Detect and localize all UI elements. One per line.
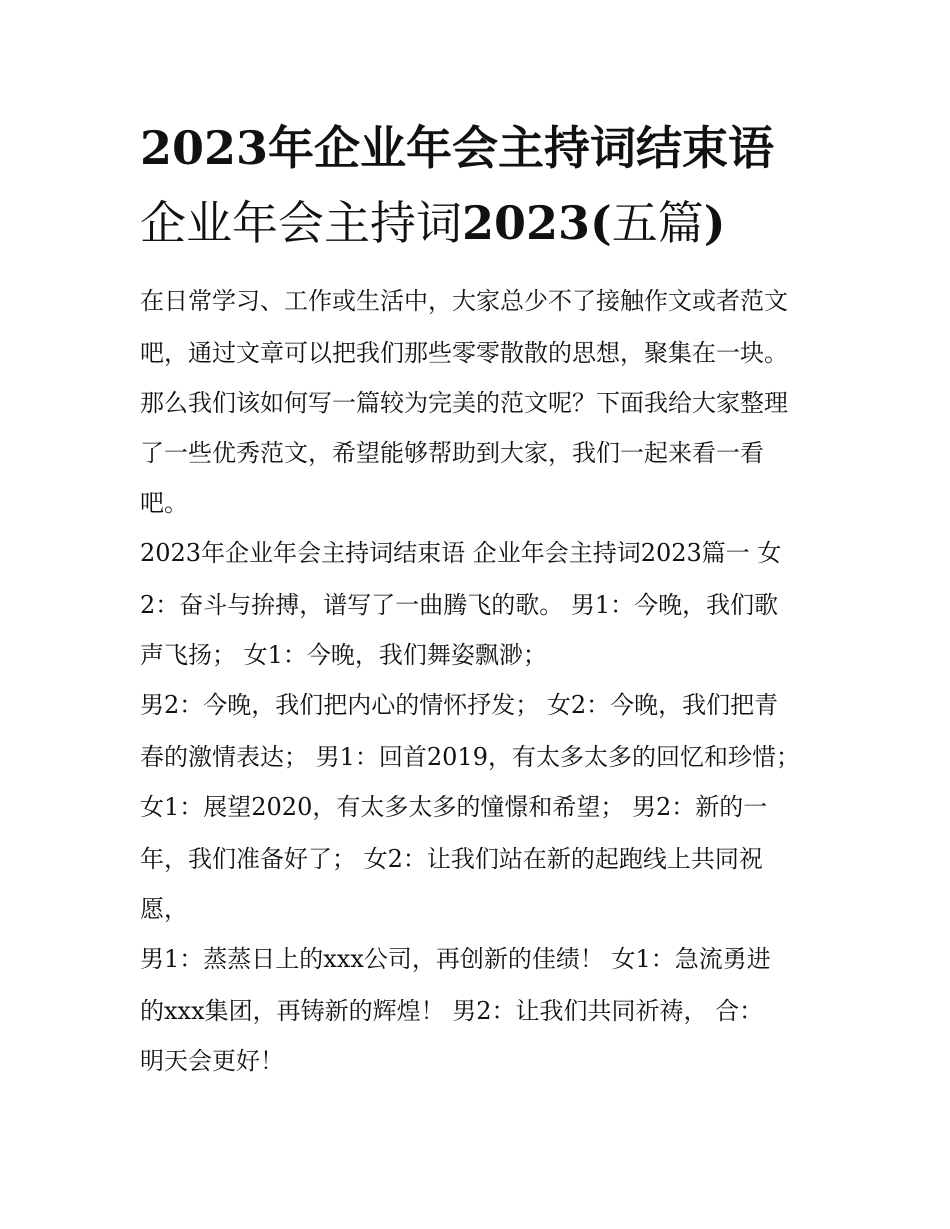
body-line: 那么我们该如何写一篇较为完美的范文呢？下面我给大家整理 xyxy=(140,389,788,417)
document-title-line-1: 2023年企业年会主持词结束语 xyxy=(140,121,775,175)
body-line: 声飞扬； 女1：今晚，我们舞姿飘渺； xyxy=(140,641,547,669)
body-line: 愿， xyxy=(140,895,188,923)
body-line: 明天会更好！ xyxy=(140,1047,284,1075)
body-line: 年，我们准备好了； 女2：让我们站在新的起跑线上共同祝 xyxy=(140,845,763,873)
title-segment: 2023( xyxy=(462,196,612,250)
body-line: 2023年企业年会主持词结束语 企业年会主持词2023篇一 女 xyxy=(140,539,782,567)
body-line: 吧，通过文章可以把我们那些零零散散的思想，聚集在一块。 xyxy=(140,339,788,367)
body-line: 春的激情表达； 男1：回首2019，有太多太多的回忆和珍惜； xyxy=(140,743,800,771)
body-line: 女1：展望2020，有太多太多的憧憬和希望； 男2：新的一 xyxy=(140,793,768,821)
title-segment: ) xyxy=(703,196,726,250)
body-line: 男1：蒸蒸日上的xxx公司，再创新的佳绩！ 女1：急流勇进 xyxy=(140,945,771,973)
body-line: 男2：今晚，我们把内心的情怀抒发； 女2：今晚，我们把青 xyxy=(140,691,779,719)
title-segment: 企业年会主持词 xyxy=(140,196,462,250)
body-line: 了一些优秀范文，希望能够帮助到大家，我们一起来看一看 xyxy=(140,439,764,467)
title-segment: 五篇 xyxy=(611,196,704,250)
body-line: 吧。 xyxy=(140,489,188,517)
body-line: 2：奋斗与拚搏，谱写了一曲腾飞的歌。 男1：今晚，我们歌 xyxy=(140,591,779,619)
body-line: 的xxx集团，再铸新的辉煌！ 男2：让我们共同祈祷， 合： xyxy=(140,997,764,1025)
body-line: 在日常学习、工作或生活中，大家总少不了接触作文或者范文 xyxy=(140,287,788,315)
document-title-line-2 xyxy=(140,188,830,258)
